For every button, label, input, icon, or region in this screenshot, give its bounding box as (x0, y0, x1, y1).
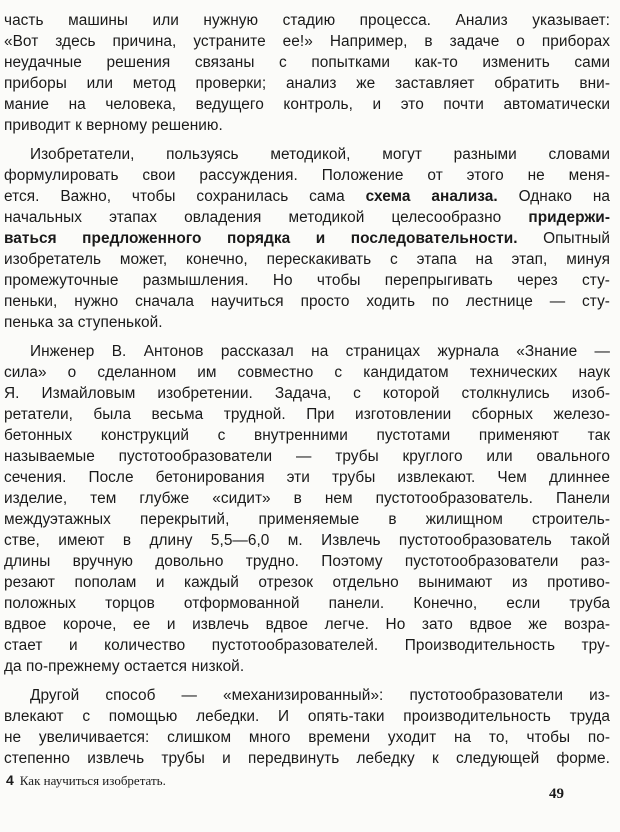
text-line: Изобретатели, пользуясь методикой, могут разными словами (30, 146, 610, 163)
text-line: междуэтажных перекрытий, применяемые в жилищном строитель- (4, 511, 610, 528)
text-line: бетонных конструкций с внутренними пустотами применяют так (4, 427, 610, 444)
text-line: приборы или метод проверки; анализ же заставляет обратить вни- (4, 75, 610, 92)
text-line: сила» о сделанном им совместно с кандидатом технических наук (4, 364, 610, 381)
text-run: ется. Важно, чтобы сохранилась сама (4, 188, 366, 205)
text-line: «Вот здесь причина, устраните ее!» Например, в задаче о приборах (4, 33, 610, 50)
text-line (4, 207, 610, 228)
text-line: приводит к верному решению. (4, 117, 223, 134)
text-line: степенно извлечь трубы и передвинуть лебедку к следующей форме. (4, 750, 610, 767)
text-run: Опытный (517, 230, 610, 247)
text-line: да по-прежнему остается низкой. (4, 658, 245, 675)
signature-mark: 4 (6, 772, 14, 788)
paragraph-4 (4, 685, 610, 769)
text-line: ретатели, была весьма трудной. При изготовлении сборных железо- (4, 406, 610, 423)
text-line: формулировать свои рассуждения. Положение от этого не меня- (4, 167, 610, 184)
text-line: промежуточные размышления. Но чтобы перепрыгивать через сту- (4, 272, 610, 289)
bold-phrase: схема анализа. (365, 188, 498, 205)
text-line: Инженер В. Антонов рассказал на страницах журнала «Знание — (30, 343, 610, 360)
bold-phrase: придержи- (528, 209, 610, 226)
text-line: положных торцов отформованной панели. Конечно, если труба (4, 595, 610, 612)
text-line: вдвое короче, ее и извлечь вдвое легче. Но зато вдвое же возра- (4, 616, 610, 633)
text-line: часть машины или нужную стадию процесса. Анализ указывает: (4, 12, 610, 29)
text-line: пеньки, нужно сначала научиться просто ходить по лестнице — сту- (4, 293, 610, 310)
text-line: Другой способ — «механизированный»: пустотообразователи из- (30, 687, 610, 704)
text-line: влекают с помощью лебедки. И опять-таки производительность труда (4, 708, 610, 725)
text-line: пенька за ступенькой. (4, 314, 163, 331)
text-line: Я. Измайловым изобретении. Задача, с которой столкнулись изоб- (4, 385, 610, 402)
page-number: 49 (549, 786, 564, 802)
text-line: длины вручную довольно трудно. Поэтому пустотообразователи раз- (4, 553, 610, 570)
paragraph-2 (4, 144, 610, 333)
text-line: резают пополам и каждый отрезок отдельно вынимают из противо- (4, 574, 610, 591)
text-line: не увеличивается: слишком много времени уходит на то, чтобы по- (4, 729, 610, 746)
text-line (4, 186, 610, 207)
text-line: стве, имеют в длину 5,5—6,0 м. Извлечь пустотообразователь такой (4, 532, 610, 549)
paragraph-1 (4, 10, 610, 136)
paragraph-3 (4, 341, 610, 677)
text-line: изделие, тем глубже «сидит» в нем пустотообразователь. Панели (4, 490, 610, 507)
text-run: Однако на (497, 188, 611, 205)
text-line: неудачные решения связаны с попытками как-то изменить сами (4, 54, 610, 71)
text-line: сечения. После бетонирования эти трубы извлекают. Чем длиннее (4, 469, 610, 486)
bold-phrase: ваться предложенного порядка и последовательности. (4, 230, 518, 247)
text-line: изобретатель может, конечно, перескакивать с этапа на этап, минуя (4, 251, 610, 268)
text-line: называемые пустотообразователи — трубы круглого или овального (4, 448, 610, 465)
text-line: стает и количество пустотообразователей. Производительность тру- (4, 637, 610, 654)
text-run: начальных этапах овладения методикой целесообразно (4, 209, 529, 226)
footer-title: Как научиться изобретать. (19, 773, 166, 788)
page-footer (6, 772, 565, 789)
text-line: мание на человека, ведущего контроль, и это почти автоматически (4, 96, 610, 113)
page-body (4, 10, 610, 769)
text-line (4, 228, 610, 249)
